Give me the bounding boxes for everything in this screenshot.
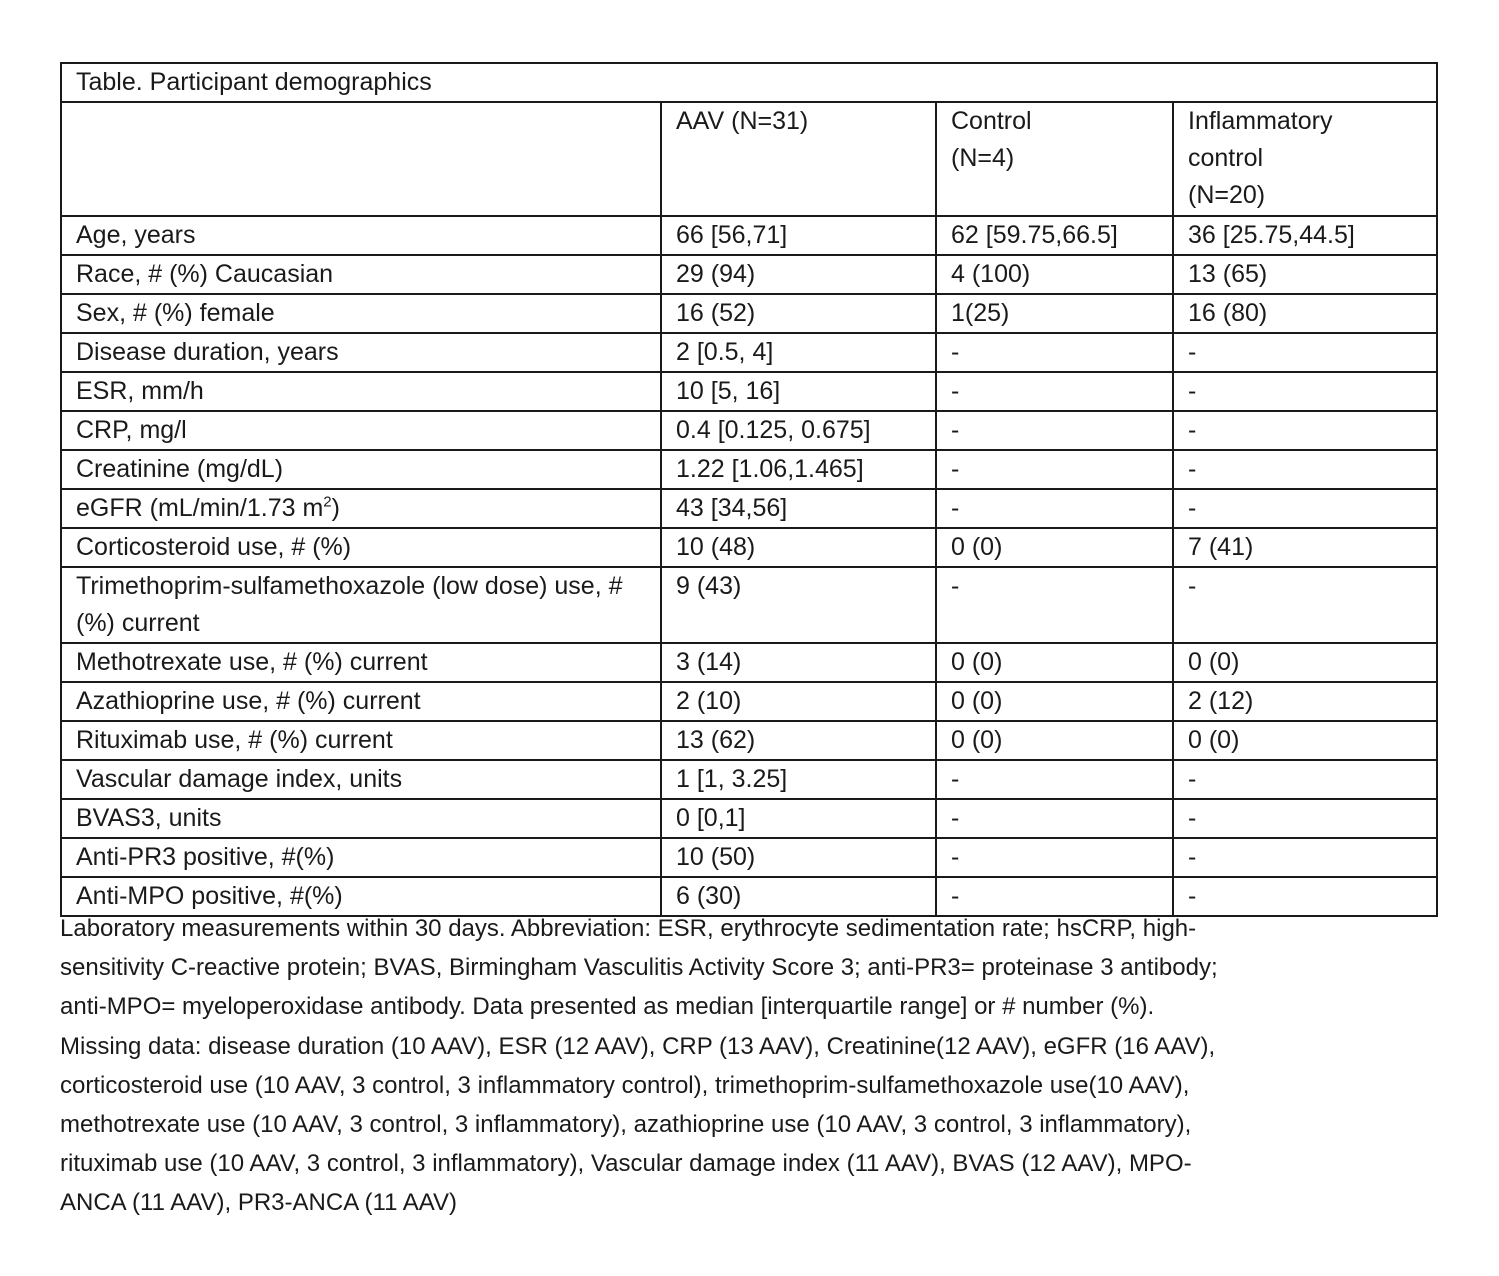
header-inflammatory-line3: (N=20) xyxy=(1188,181,1266,209)
cell-aav: 13 (62) xyxy=(661,721,936,760)
cell-inflammatory: 0 (0) xyxy=(1173,721,1437,760)
header-control xyxy=(936,102,1173,216)
table-row xyxy=(61,372,1437,411)
cell-inflammatory: - xyxy=(1173,877,1437,916)
footnote-line: ANCA (11 AAV), PR3-ANCA (11 AAV) xyxy=(60,1189,458,1217)
cell-control: - xyxy=(936,333,1173,372)
row-label: Anti-PR3 positive, #(%) xyxy=(61,838,661,877)
cell-aav: 0.4 [0.125, 0.675] xyxy=(661,411,936,450)
table-row xyxy=(61,450,1437,489)
table-row xyxy=(61,411,1437,450)
table-row xyxy=(61,294,1437,333)
table-caption: Table. Participant demographics xyxy=(61,63,1437,102)
cell-inflammatory: - xyxy=(1173,450,1437,489)
cell-inflammatory: 2 (12) xyxy=(1173,682,1437,721)
footnote-line: anti-MPO= myeloperoxidase antibody. Data presented as median [interquartile range] or # number (%). xyxy=(60,993,1155,1021)
cell-aav: 0 [0,1] xyxy=(661,799,936,838)
cell-aav: 10 (48) xyxy=(661,528,936,567)
cell-control: - xyxy=(936,877,1173,916)
row-label: Azathioprine use, # (%) current xyxy=(61,682,661,721)
table-row xyxy=(61,721,1437,760)
cell-aav: 10 [5, 16] xyxy=(661,372,936,411)
cell-inflammatory: 16 (80) xyxy=(1173,294,1437,333)
cell-aav: 6 (30) xyxy=(661,877,936,916)
cell-control: 0 (0) xyxy=(936,528,1173,567)
row-label-text: eGFR (mL/min/1.73 m xyxy=(76,494,324,522)
cell-control: 4 (100) xyxy=(936,255,1173,294)
row-label: Anti-MPO positive, #(%) xyxy=(61,877,661,916)
table-row xyxy=(61,567,1437,643)
cell-inflammatory: - xyxy=(1173,489,1437,528)
table-row xyxy=(61,643,1437,682)
superscript-two: 2 xyxy=(323,493,332,511)
row-label: Disease duration, years xyxy=(61,333,661,372)
row-label: CRP, mg/l xyxy=(61,411,661,450)
cell-control: - xyxy=(936,450,1173,489)
cell-aav: 16 (52) xyxy=(661,294,936,333)
cell-aav: 43 [34,56] xyxy=(661,489,936,528)
header-row-label xyxy=(61,102,661,216)
cell-control: 0 (0) xyxy=(936,721,1173,760)
cell-aav: 29 (94) xyxy=(661,255,936,294)
table-row xyxy=(61,682,1437,721)
row-label: Creatinine (mg/dL) xyxy=(61,450,661,489)
table-row xyxy=(61,799,1437,838)
cell-inflammatory: - xyxy=(1173,372,1437,411)
cell-aav: 2 [0.5, 4] xyxy=(661,333,936,372)
cell-inflammatory: - xyxy=(1173,567,1437,643)
cell-inflammatory: 36 [25.75,44.5] xyxy=(1173,216,1437,255)
footnote-line: sensitivity C-reactive protein; BVAS, Birmingham Vasculitis Activity Score 3; anti-PR3= proteinase 3 antibody; xyxy=(60,954,1218,982)
cell-control: 1(25) xyxy=(936,294,1173,333)
cell-inflammatory: 0 (0) xyxy=(1173,643,1437,682)
table-row xyxy=(61,838,1437,877)
table-row xyxy=(61,528,1437,567)
demographics-table xyxy=(60,62,1438,917)
header-inflammatory xyxy=(1173,102,1437,216)
cell-inflammatory: 13 (65) xyxy=(1173,255,1437,294)
cell-control: 62 [59.75,66.5] xyxy=(936,216,1173,255)
cell-control: 0 (0) xyxy=(936,643,1173,682)
footnote-line: Laboratory measurements within 30 days. Abbreviation: ESR, erythrocyte sedimentation rate; hsCRP, high- xyxy=(60,915,1197,942)
cell-control: - xyxy=(936,567,1173,643)
table-header-row xyxy=(61,102,1437,216)
table-row xyxy=(61,216,1437,255)
row-label: Methotrexate use, # (%) current xyxy=(61,643,661,682)
footnote-line: rituximab use (10 AAV, 3 control, 3 inflammatory), Vascular damage index (11 AAV), BVAS (12 AAV), MPO- xyxy=(60,1150,1192,1178)
footnote-line: corticosteroid use (10 AAV, 3 control, 3 inflammatory control), trimethoprim-sulfamethoxazole use(10 AAV), xyxy=(60,1071,1190,1099)
cell-inflammatory: - xyxy=(1173,333,1437,372)
footnote-line: methotrexate use (10 AAV, 3 control, 3 inflammatory), azathioprine use (10 AAV, 3 control, 3 inflammatory), xyxy=(60,1111,1192,1139)
cell-control: - xyxy=(936,411,1173,450)
header-control-line2: (N=4) xyxy=(951,144,1015,172)
row-label: Vascular damage index, units xyxy=(61,760,661,799)
cell-control: - xyxy=(936,799,1173,838)
cell-control: - xyxy=(936,372,1173,411)
table-row xyxy=(61,760,1437,799)
cell-control: - xyxy=(936,838,1173,877)
cell-aav: 1.22 [1.06,1.465] xyxy=(661,450,936,489)
row-label: Sex, # (%) female xyxy=(61,294,661,333)
cell-inflammatory: 7 (41) xyxy=(1173,528,1437,567)
cell-aav: 66 [56,71] xyxy=(661,216,936,255)
row-label: Rituximab use, # (%) current xyxy=(61,721,661,760)
cell-inflammatory: - xyxy=(1173,760,1437,799)
cell-aav: 10 (50) xyxy=(661,838,936,877)
cell-aav: 2 (10) xyxy=(661,682,936,721)
row-label: ESR, mm/h xyxy=(61,372,661,411)
cell-aav: 1 [1, 3.25] xyxy=(661,760,936,799)
row-label: BVAS3, units xyxy=(61,799,661,838)
cell-aav: 3 (14) xyxy=(661,643,936,682)
table-footnote xyxy=(60,909,1390,1223)
header-control-line1: Control xyxy=(951,107,1032,135)
table-row xyxy=(61,333,1437,372)
cell-control: 0 (0) xyxy=(936,682,1173,721)
cell-aav: 9 (43) xyxy=(661,567,936,643)
table-row xyxy=(61,489,1437,528)
cell-control: - xyxy=(936,760,1173,799)
header-inflammatory-line2: control xyxy=(1188,144,1264,172)
cell-inflammatory: - xyxy=(1173,799,1437,838)
row-label: Race, # (%) Caucasian xyxy=(61,255,661,294)
cell-inflammatory: - xyxy=(1173,411,1437,450)
row-label: Trimethoprim-sulfamethoxazole (low dose) use, # (%) current xyxy=(61,567,661,643)
table-row xyxy=(61,255,1437,294)
row-label: Corticosteroid use, # (%) xyxy=(61,528,661,567)
row-label: Age, years xyxy=(61,216,661,255)
header-aav: AAV (N=31) xyxy=(661,102,936,216)
row-label-close: ) xyxy=(331,494,340,522)
row-label xyxy=(61,489,661,528)
table-caption-row xyxy=(61,63,1437,102)
cell-control: - xyxy=(936,489,1173,528)
header-inflammatory-line1: Inflammatory xyxy=(1188,107,1333,135)
cell-inflammatory: - xyxy=(1173,838,1437,877)
footnote-line: Missing data: disease duration (10 AAV), ESR (12 AAV), CRP (13 AAV), Creatinine(12 AAV), eGFR (16 AAV), xyxy=(60,1032,1216,1060)
